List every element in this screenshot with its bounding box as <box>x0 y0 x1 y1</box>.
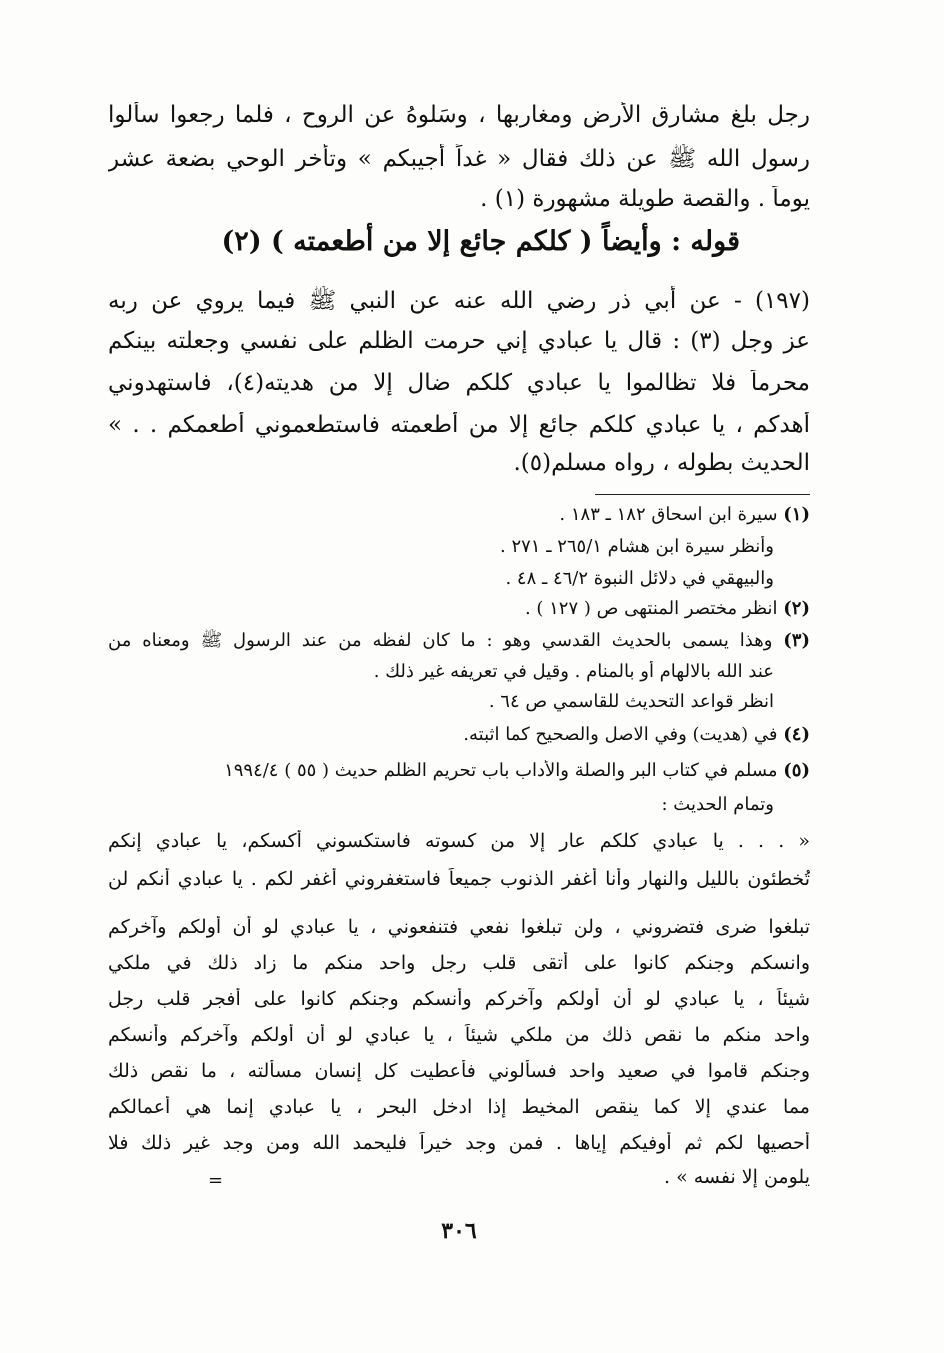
footnote-5-quote-line-1: « . . . يا عبادي كلكم عار إلا من كسوته فاستكسوني أكسكم، يا عبادي إنكم <box>108 830 810 852</box>
footnote-3-line-3: انظر قواعد التحديث للقاسمي ص ٦٤ . <box>488 691 774 712</box>
footnote-4 <box>108 724 810 745</box>
body-line-3: يوماً . والقصة طويلة مشهورة (١) . <box>480 186 810 212</box>
footnote-3-number: (٣) <box>783 630 810 651</box>
footnote-1-line-1: سيرة ابن اسحاق ١٨٢ ـ ١٨٣ . <box>559 504 778 525</box>
footnote-5-quote-line-6: واحد منكم ما نقص ذلك من ملكي شيئاً ، يا عبادي لو أن أولكم وآخركم وأنسكم <box>108 1024 810 1046</box>
footnote-3 <box>108 629 810 655</box>
footnote-5-quote-line-5: شيئاً ، يا عبادي لو أن أولكم وآخركم وأنسكم وجنكم كانوا على أفجر قلب رجل <box>108 988 810 1010</box>
footnote-1-number: (١) <box>783 504 810 525</box>
document-page <box>108 90 810 1340</box>
footnote-5-quote-line-9: أحصيها لكم ثم أوفيكم إياها . فمن وجد خيراً فليحمد الله ومن وجد غير ذلك فلا <box>108 1132 810 1154</box>
footnote-4-number: (٤) <box>783 724 810 745</box>
footnote-3-line-2: عند الله بالالهام أو بالمنام . وقيل في تعريفه غير ذلك . <box>373 661 774 682</box>
footnote-5-quote-line-2: تُخطئون بالليل والنهار وأنا أغفر الذنوب جميعاً فاستغفروني أغفر لكم . يا عبادي أنكم لن <box>108 868 810 890</box>
footnote-5-line-2: وتمام الحديث : <box>661 794 774 815</box>
continuation-mark: = <box>208 1170 224 1191</box>
footnote-2 <box>108 598 810 619</box>
hadith-line-1: (١٩٧) - عن أبي ذر رضي الله عنه عن النبي ﷺ فيما يروي عن ربه <box>108 288 810 314</box>
footnote-2-number: (٢) <box>783 598 810 619</box>
hadith-line-2: عز وجل (٣) : قال يا عبادي إني حرمت الظلم على نفسي وجعلته بينكم <box>108 328 810 354</box>
footnote-5-quote-line-10: يلومن إلا نفسه » . <box>663 1166 810 1188</box>
footnote-1-line-3: والبيهقي في دلائل النبوة ٤٦/٢ ـ ٤٨ . <box>505 568 774 589</box>
footnote-5-quote-line-7: وجنكم قاموا في صعيد واحد فسألوني فأعطيت كل إنسان مسألته ، ما نقص ذلك <box>108 1060 810 1082</box>
section-heading: قوله : وأيضاً ( كلكم جائع إلا من أطعمته ) (٢) <box>221 226 740 257</box>
footnote-1 <box>108 504 810 525</box>
footnote-5-quote-line-8: مما عندي إلا كما ينقص المخيط إذا ادخل البحر ، يا عبادي إنما هي أعمالكم <box>108 1096 810 1118</box>
footnote-2-line-1: انظر مختصر المنتهى ص ( ١٢٧ ) . <box>524 598 778 619</box>
footnote-5 <box>108 760 810 781</box>
footnote-1-line-2: وأنظر سيرة ابن هشام ٢٦٥/١ ـ ٢٧١ . <box>500 536 774 557</box>
hadith-line-3: محرماً فلا تظالموا يا عبادي كلكم ضال إلا من هديته(٤)، فاستهدوني <box>108 370 810 396</box>
footnote-5-number: (٥) <box>783 760 810 781</box>
footnote-separator <box>595 494 810 495</box>
hadith-line-4: أهدكم ، يا عبادي كلكم جائع إلا من أطعمته فاستطعموني أطعمكم . . » <box>108 412 810 438</box>
body-line-1: رجل بلغ مشارق الأرض ومغاربها ، وسَلوهُ عن الروح ، فلما رجعوا سألوا <box>108 102 810 128</box>
footnote-4-line-1: في (هديت) وفي الاصل والصحيح كما اثبته. <box>463 724 778 745</box>
page-number: ٣٠٦ <box>441 1218 477 1244</box>
footnote-3-line-1: وهذا يسمى بالحديث القدسي وهو : ما كان لفظه من عند الرسول ﷺ ومعناه من <box>108 630 773 651</box>
body-line-2: رسول الله ﷺ عن ذلك فقال « غداً أجيبكم » وتأخر الوحي بضعة عشر <box>108 146 810 172</box>
hadith-line-5: الحديث بطوله ، رواه مسلم(٥). <box>513 450 810 476</box>
footnote-5-line-1: مسلم في كتاب البر والصلة والأداب باب تحريم الظلم حديث ( ٥٥ ) ١٩٩٤/٤ <box>224 760 778 781</box>
footnote-5-quote-line-4: وانسكم وجنكم كانوا على أتقى قلب رجل واحد منكم ما زاد ذلك في ملكي <box>108 952 810 974</box>
footnote-5-quote-line-3: تبلغوا ضرى فتضروني ، ولن تبلغوا نفعي فتنفعوني ، يا عبادي لو أن أولكم وآخركم <box>108 916 810 938</box>
